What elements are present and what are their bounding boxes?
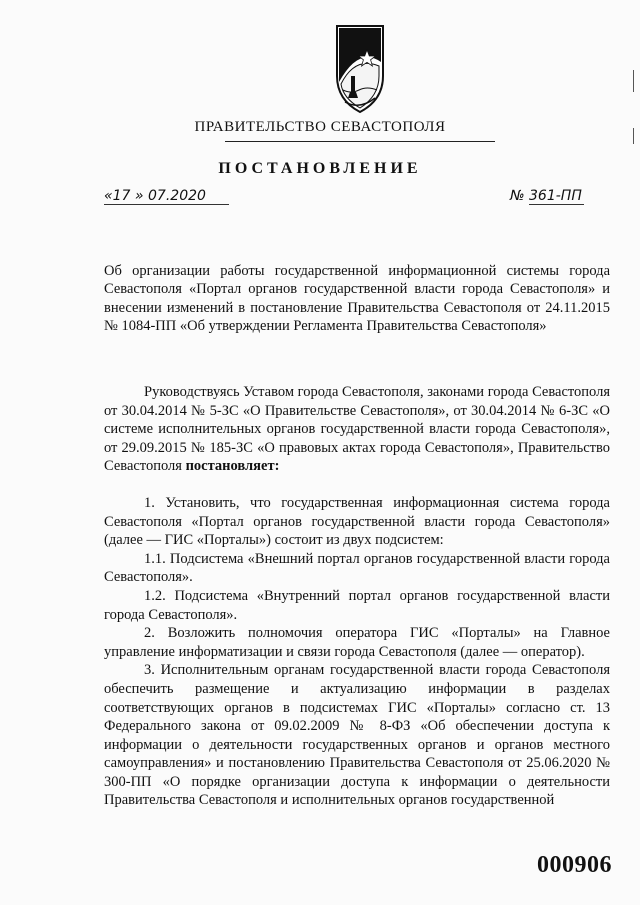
document-subject: Об организации работы государственной информационной системы города Севастополя «Портал органов государственной власти города Севастополя» и внесении изменений в постановление Правительства Севастополя от 24.11.2015 № 1084-ПП «Об утверждении Регламента Правительства Севастополя» <box>104 263 610 335</box>
form-serial-number: 000906 <box>537 852 612 878</box>
sevastopol-coat-of-arms-emblem <box>331 20 389 116</box>
clause-3: 3. Исполнительным органам государственной власти города Севастополя обеспечить размещение и актуализацию информации в разделах соответствующих органов в подсистемах ГИС «Порталы» согласно ст. 13 Федерального закона от 09.02.2009 № 8-ФЗ «Об обеспечении доступа к информации о деятельности государственных органов и органов местного самоуправления» и постановлению Правительства Севастополя от 25.06.2020 № 300-ПП «О порядке организации доступа к информации о деятельности Правительства Севастополя и исполнительных органов государственной <box>104 662 610 809</box>
number-handwritten <box>529 188 584 205</box>
document-body <box>104 383 610 810</box>
preamble-text: Руководствуясь Уставом города Севастополя, законами города Севастополя от 30.04.2014 № 5-ЗС «О Правительстве Севастополя», от 30.04.2014 № 6-ЗС «О системе исполнительных органов государственной власти города Севастополя», от 29.09.2015 № 185-ЗС «О правовых актах города Севастополя», Правительство Севастополя <box>104 384 610 475</box>
document-number <box>510 188 584 205</box>
scan-edge-top <box>633 70 634 92</box>
preamble-resolves: постановляет: <box>185 458 280 475</box>
government-name: ПРАВИТЕЛЬСТВО СЕВАСТОПОЛЯ <box>194 119 446 135</box>
number-value: 361-ПП <box>529 188 582 204</box>
number-sign: № <box>510 188 525 204</box>
document-type-title: ПОСТАНОВЛЕНИЕ <box>218 160 422 177</box>
clause-1: 1. Установить, что государственная информационная система города Севастополя «Портал органов государственной власти города Севастополя» (далее — ГИС «Порталы») состоит из двух подсистем: <box>104 494 610 549</box>
government-underline <box>225 141 495 142</box>
clause-1-1: 1.1. Подсистема «Внешний портал органов государственной власти города Севастополя». <box>104 550 610 586</box>
date-quote-open: « <box>104 188 113 204</box>
clause-1-2: 1.2. Подсистема «Внутренний портал органов государственной власти города Севастополя». <box>104 587 610 623</box>
document-date <box>104 188 229 205</box>
date-month-year: 07.2020 <box>148 188 206 204</box>
date-day: 17 <box>112 188 131 204</box>
clause-2: 2. Возложить полномочия оператора ГИС «Порталы» на Главное управление информатизации и связи города Севастополя (далее — оператор). <box>104 625 610 660</box>
preamble-paragraph <box>104 383 610 476</box>
date-handwritten <box>104 188 229 205</box>
date-quote-close: » <box>134 188 144 204</box>
